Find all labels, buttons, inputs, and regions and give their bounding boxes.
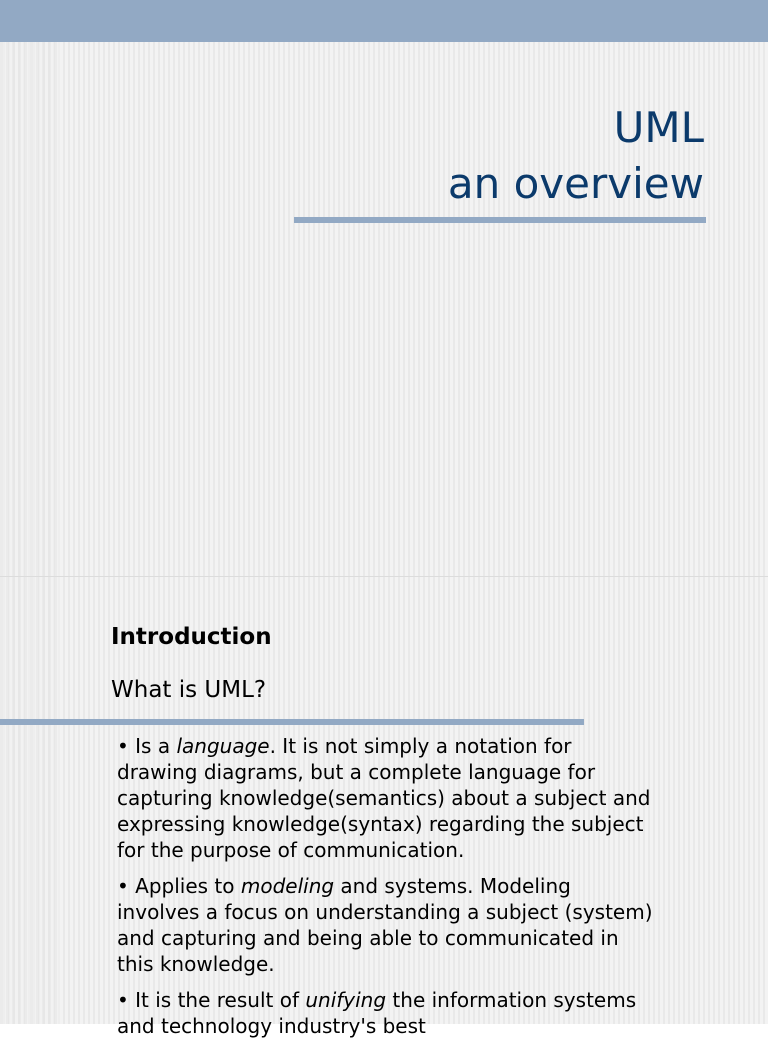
bullet-item <box>117 873 657 977</box>
bullet-text-post: the information systems and technology industry's best <box>117 988 637 1038</box>
bullet-text-pre: Is a <box>128 734 177 758</box>
title-underline <box>294 217 706 223</box>
bullet-emphasis: unifying <box>305 988 387 1012</box>
bullet-mark: • <box>117 874 129 898</box>
bullet-mark: • <box>117 988 129 1012</box>
title-line-1: UML <box>613 103 704 152</box>
subtitle-underline <box>0 719 584 725</box>
bullet-item <box>117 733 657 863</box>
slide-divider <box>0 576 768 577</box>
bullet-text-pre: Applies to <box>128 874 241 898</box>
bullet-list <box>117 733 657 1049</box>
bullet-text-post: . It is not simply a notation for drawing diagrams, but a complete language for capturing knowledge(semantics) about a subject and expressing knowledge(syntax) regarding the subject for the purpose of communication. <box>117 734 651 862</box>
bullet-mark: • <box>117 734 129 758</box>
bullet-text-pre: It is the result of <box>128 988 306 1012</box>
header-band <box>0 0 768 42</box>
bullet-text-post: and systems. Modeling involves a focus on understanding a subject (system) and capturing and being able to communicated in this knowledge. <box>117 874 653 976</box>
slide-title <box>448 100 704 212</box>
bullet-emphasis: language <box>176 734 270 758</box>
section-heading: Introduction <box>111 624 272 650</box>
bullet-item <box>117 987 657 1039</box>
section-subtitle: What is UML? <box>111 677 267 703</box>
bullet-emphasis: modeling <box>240 874 335 898</box>
title-line-2: an overview <box>447 159 704 208</box>
